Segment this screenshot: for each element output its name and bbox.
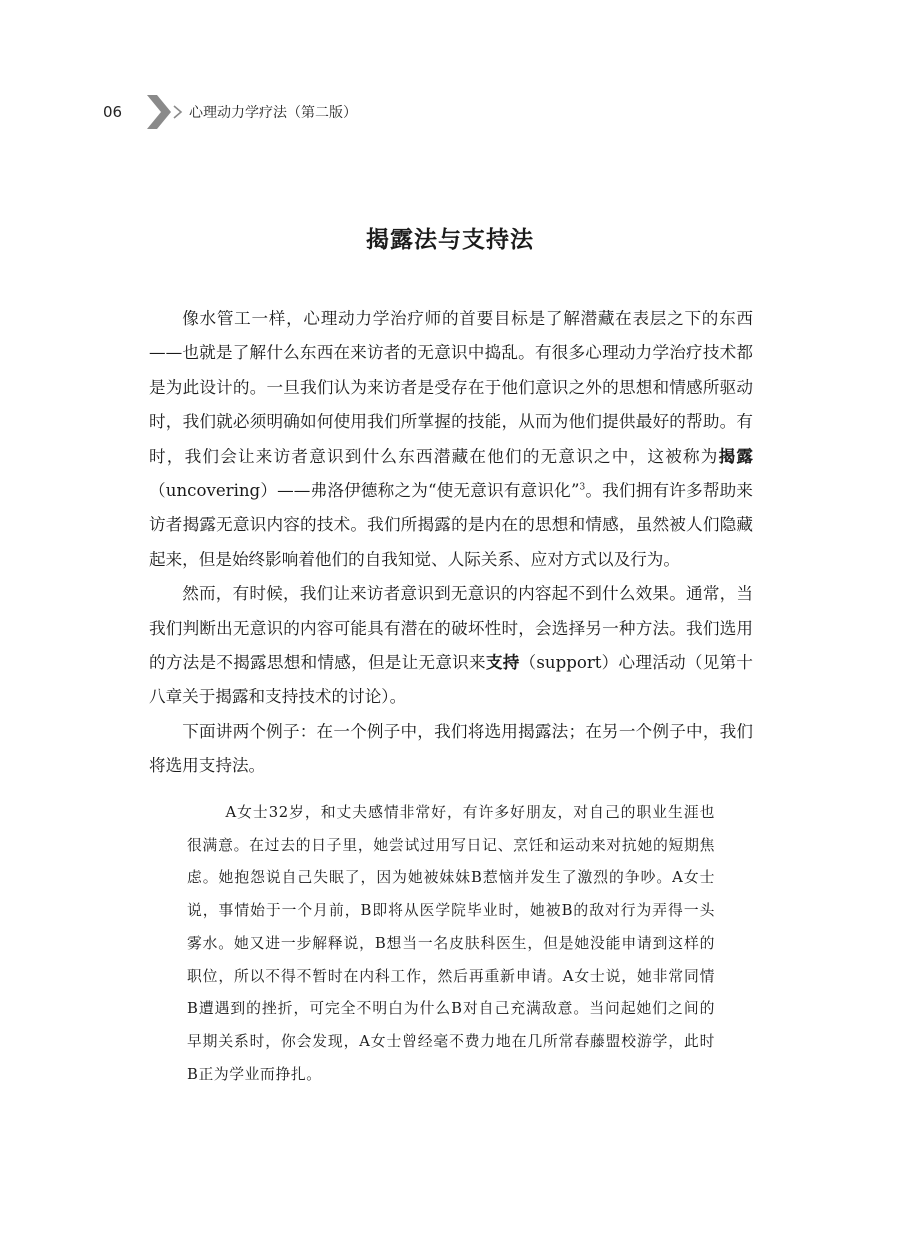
text-run: （support）心理活动（见第十八章关于揭露和支持技术的讨论）。 <box>149 653 754 707</box>
page-header <box>103 94 357 130</box>
page-number: 06 <box>103 103 123 121</box>
case-example <box>187 797 715 1091</box>
small-chevron-right-icon <box>173 105 183 119</box>
bold-term-support: 支持 <box>485 653 520 673</box>
chevron-right-icon <box>147 95 171 129</box>
text-run: 下面讲两个例子：在一个例子中，我们将选用揭露法；在另一个例子中，我们将选用支持法。 <box>149 721 753 776</box>
bold-term-uncovering: 揭露 <box>718 446 754 466</box>
paragraph-2 <box>149 577 753 715</box>
running-title: 心理动力学疗法（第二版） <box>189 105 357 121</box>
body-text <box>149 302 753 784</box>
paragraph-3 <box>149 715 753 784</box>
footnote-ref: 3 <box>579 482 586 493</box>
text-run: （uncovering）——弗洛伊德称之为“使无意识有意识化” <box>149 481 580 501</box>
case-paragraph: A女士32岁，和丈夫感情非常好，有许多好朋友，对自己的职业生涯也很满意。在过去的日子里，她尝试过用写日记、烹饪和运动来对抗她的短期焦虑。她抱怨说自己失眠了，因为她被妹妹B惹恼并发生了激烈的争吵。A女士说，事情始于一个月前，B即将从医学院毕业时，她被B的敌对行为弄得一头雾水。她又进一步解释说，B想当一名皮肤科医生，但是她没能申请到这样的职位，所以不得不暂时在内科工作，然后再重新申请。A女士说，她非常同情B遭遇到的挫折，可完全不明白为什么B对自己充满敌意。当问起她们之间的早期关系时，你会发现，A女士曾经毫不费力地在几所常春藤盟校游学，此时B正为学业而挣扎。 <box>187 804 715 1083</box>
text-run: 。我们拥有许多帮助来访者揭露无意识内容的技术。我们所揭露的是内在的思想和情感，虽然被人们隐藏起来，但是始终影响着他们的自我知觉、人际关系、应对方式以及行为。 <box>149 481 753 569</box>
section-title: 揭露法与支持法 <box>366 227 534 253</box>
text-run: 像水管工一样，心理动力学治疗师的首要目标是了解潜藏在表层之下的东西——也就是了解什么东西在来访者的无意识中捣乱。有很多心理动力学治疗技术都是为此设计的。一旦我们认为来访者是受存在于他们意识之外的思想和情感所驱动时，我们就必须明确如何使用我们所掌握的技能，从而为他们提供最好的帮助。有时，我们会让来访者意识到什么东西潜藏在他们的无意识之中，这被称为 <box>149 309 753 466</box>
text-run: 然而，有时候，我们让来访者意识到无意识的内容起不到什么效果。通常，当我们判断出无意识的内容可能具有潜在的破坏性时，会选择另一种方法。我们选用的方法是不揭露思想和情感，但是让无意识来 <box>149 584 753 673</box>
paragraph-1 <box>149 302 753 577</box>
